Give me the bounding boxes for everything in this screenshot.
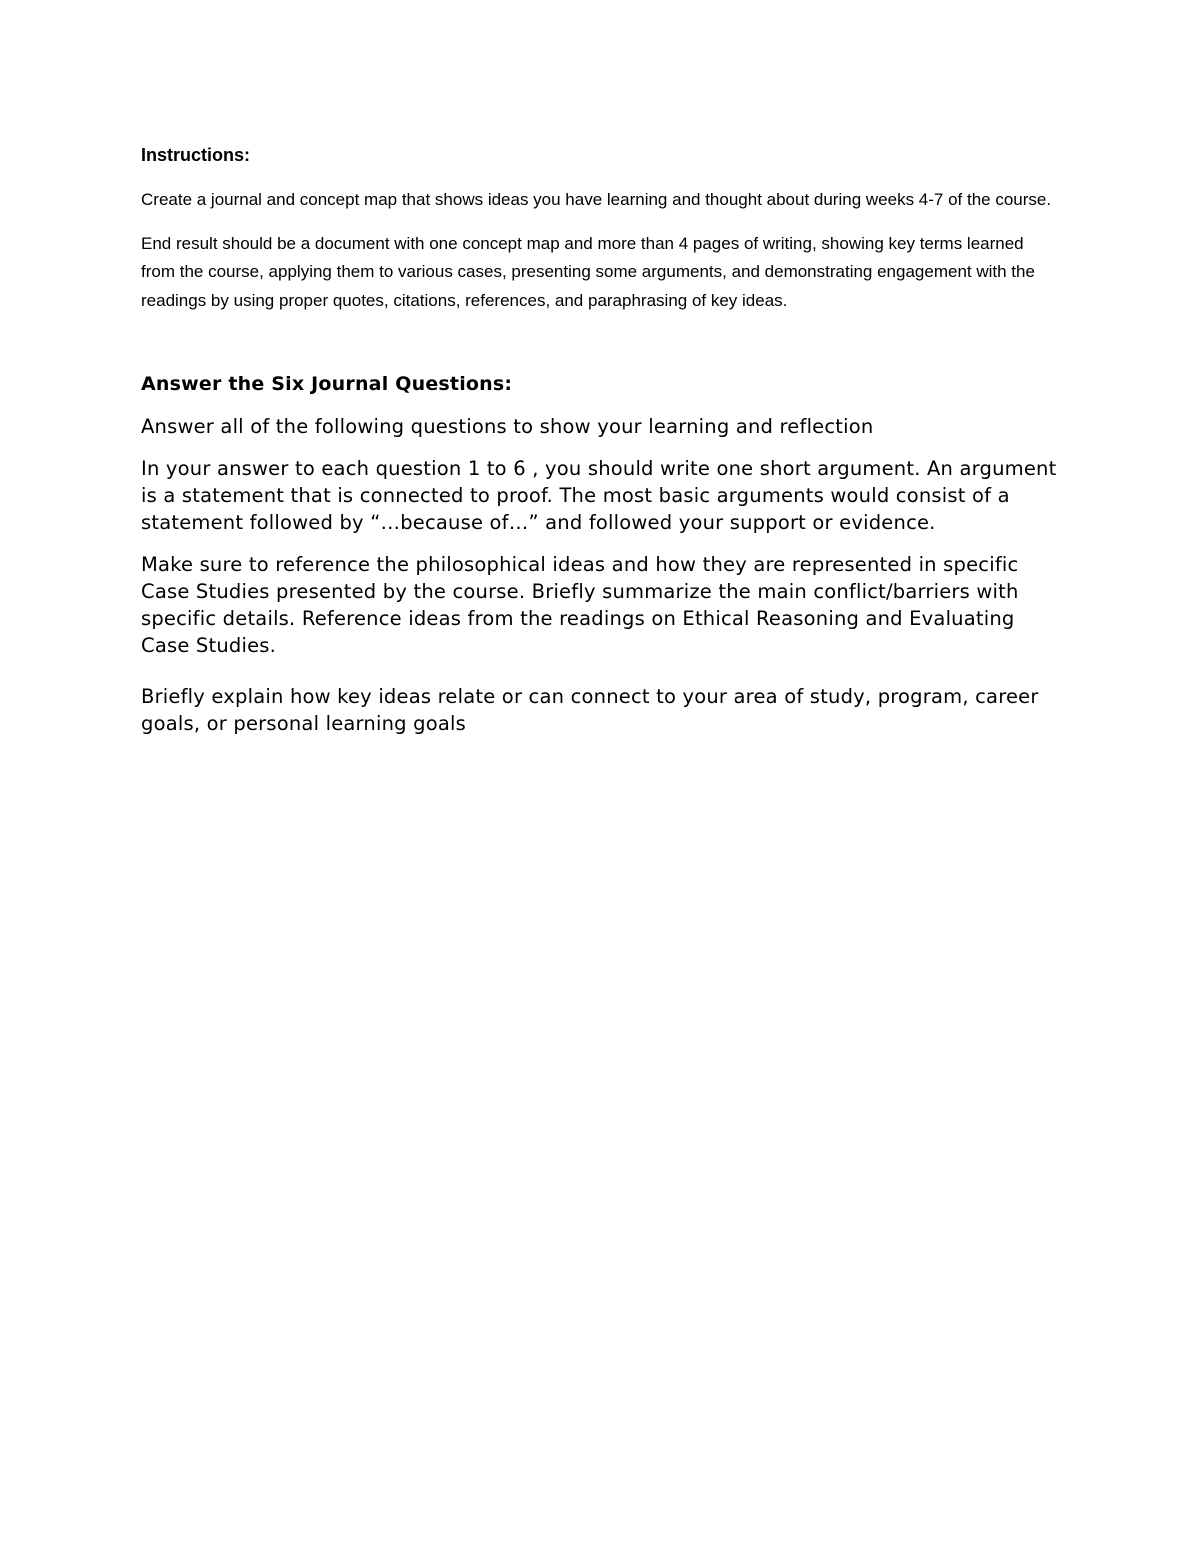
journal-paragraph-4: Briefly explain how key ideas relate or can connect to your area of study, program, career goals, or personal learning goals: [141, 685, 1039, 735]
journal-paragraph-3: Make sure to reference the philosophical ideas and how they are represented in specific Case Studies presented by the course. Briefly summarize the main conflict/barriers with specific details. Reference ideas from the readings on Ethical Reasoning and Evaluating Case Studies.: [141, 553, 1019, 657]
instructions-heading: Instructions:: [141, 145, 251, 165]
instructions-section: [141, 140, 1061, 315]
instructions-paragraph-2: End result should be a document with one concept map and more than 4 pages of writing, showing key terms learned from the course, applying them to various cases, presenting some arguments, and demonstrating engagement with the readings by using proper quotes, citations, references, and paraphrasing of key ideas.: [141, 233, 1035, 310]
journal-paragraph-2: In your answer to each question 1 to 6 , you should write one short argument. An argument is a statement that is connected to proof. The most basic arguments would consist of a statement followed by “…because of…” and followed your support or evidence.: [141, 457, 1057, 534]
journal-questions-heading: Answer the Six Journal Questions:: [141, 373, 513, 395]
instructions-paragraph-1: Create a journal and concept map that shows ideas you have learning and thought about during weeks 4-7 of the course.: [141, 190, 1052, 209]
journal-paragraph-1: Answer all of the following questions to show your learning and reflection: [141, 415, 874, 438]
document-body: [141, 140, 1061, 752]
journal-questions-section: [141, 369, 1061, 737]
